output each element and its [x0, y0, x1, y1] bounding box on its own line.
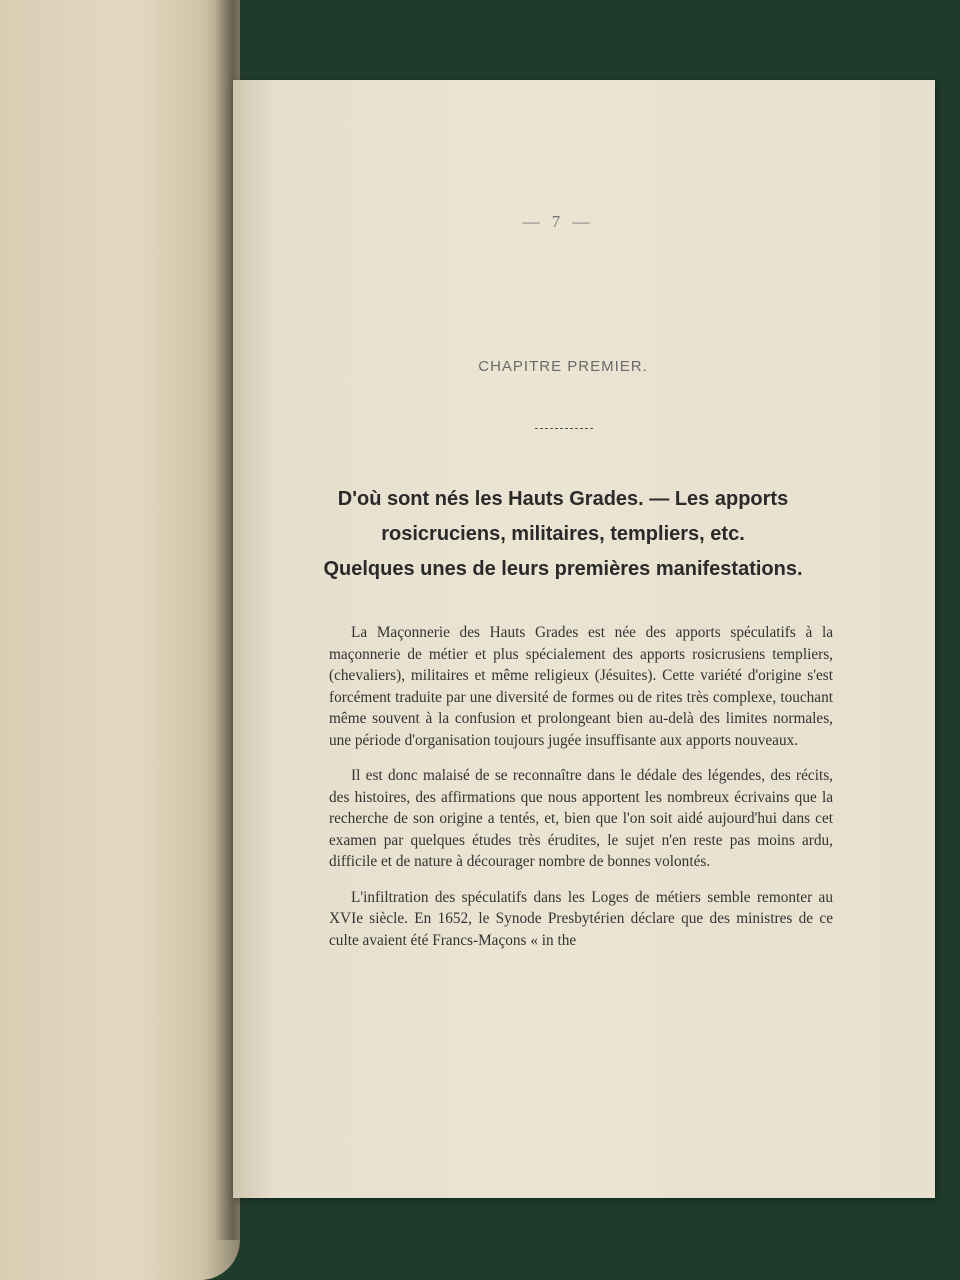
body-paragraph: L'infiltration des spéculatifs dans les Loges de métiers semble remonter au XVIe siècle. En 1652, le Synode Presbytérien déclare que des ministres de ce culte avaient été Francs-Maçons « in the	[329, 888, 833, 949]
body-text	[329, 622, 833, 965]
chapter-title-line: rosicruciens, militaires, templiers, etc.	[381, 523, 745, 545]
body-paragraph: La Maçonnerie des Hauts Grades est née des apports spéculatifs à la maçonnerie de métier et plus spécialement des apports rosicrusiens templiers, (chevaliers), militaires et même religieux (Jésuites). Cette variété d'origine s'est forcément traduite par une diversité de formes ou de rites très complexe, touchant même souvent à la confusion et prolongeant bien au-delà des limites normales, une période d'organisation toujours jugée insuffisante aux apports nouveaux.	[329, 624, 833, 749]
chapter-label: CHAPITRE PREMIER.	[478, 358, 648, 375]
section-rule	[535, 428, 593, 429]
body-paragraph: Il est donc malaisé de se reconnaître dans le dédale des légendes, des récits, des histoires, des affirmations que nous apportent les nombreux écrivains que la recherche de son origine a tentés, et, bien que l'on soit aidé aujourd'hui dans cet examen par quelques études très érudites, le sujet n'en reste pas moins ardu, difficile et de nature à décourager nombre de bonnes volontés.	[329, 767, 833, 870]
page-number: — 7 —	[522, 212, 594, 231]
chapter-title-line: D'où sont nés les Hauts Grades. — Les apports	[337, 488, 789, 510]
right-page	[233, 80, 935, 1198]
chapter-title	[323, 482, 803, 587]
chapter-title-line: Quelques unes de leurs premières manifestations.	[323, 558, 803, 580]
left-page	[0, 0, 240, 1280]
